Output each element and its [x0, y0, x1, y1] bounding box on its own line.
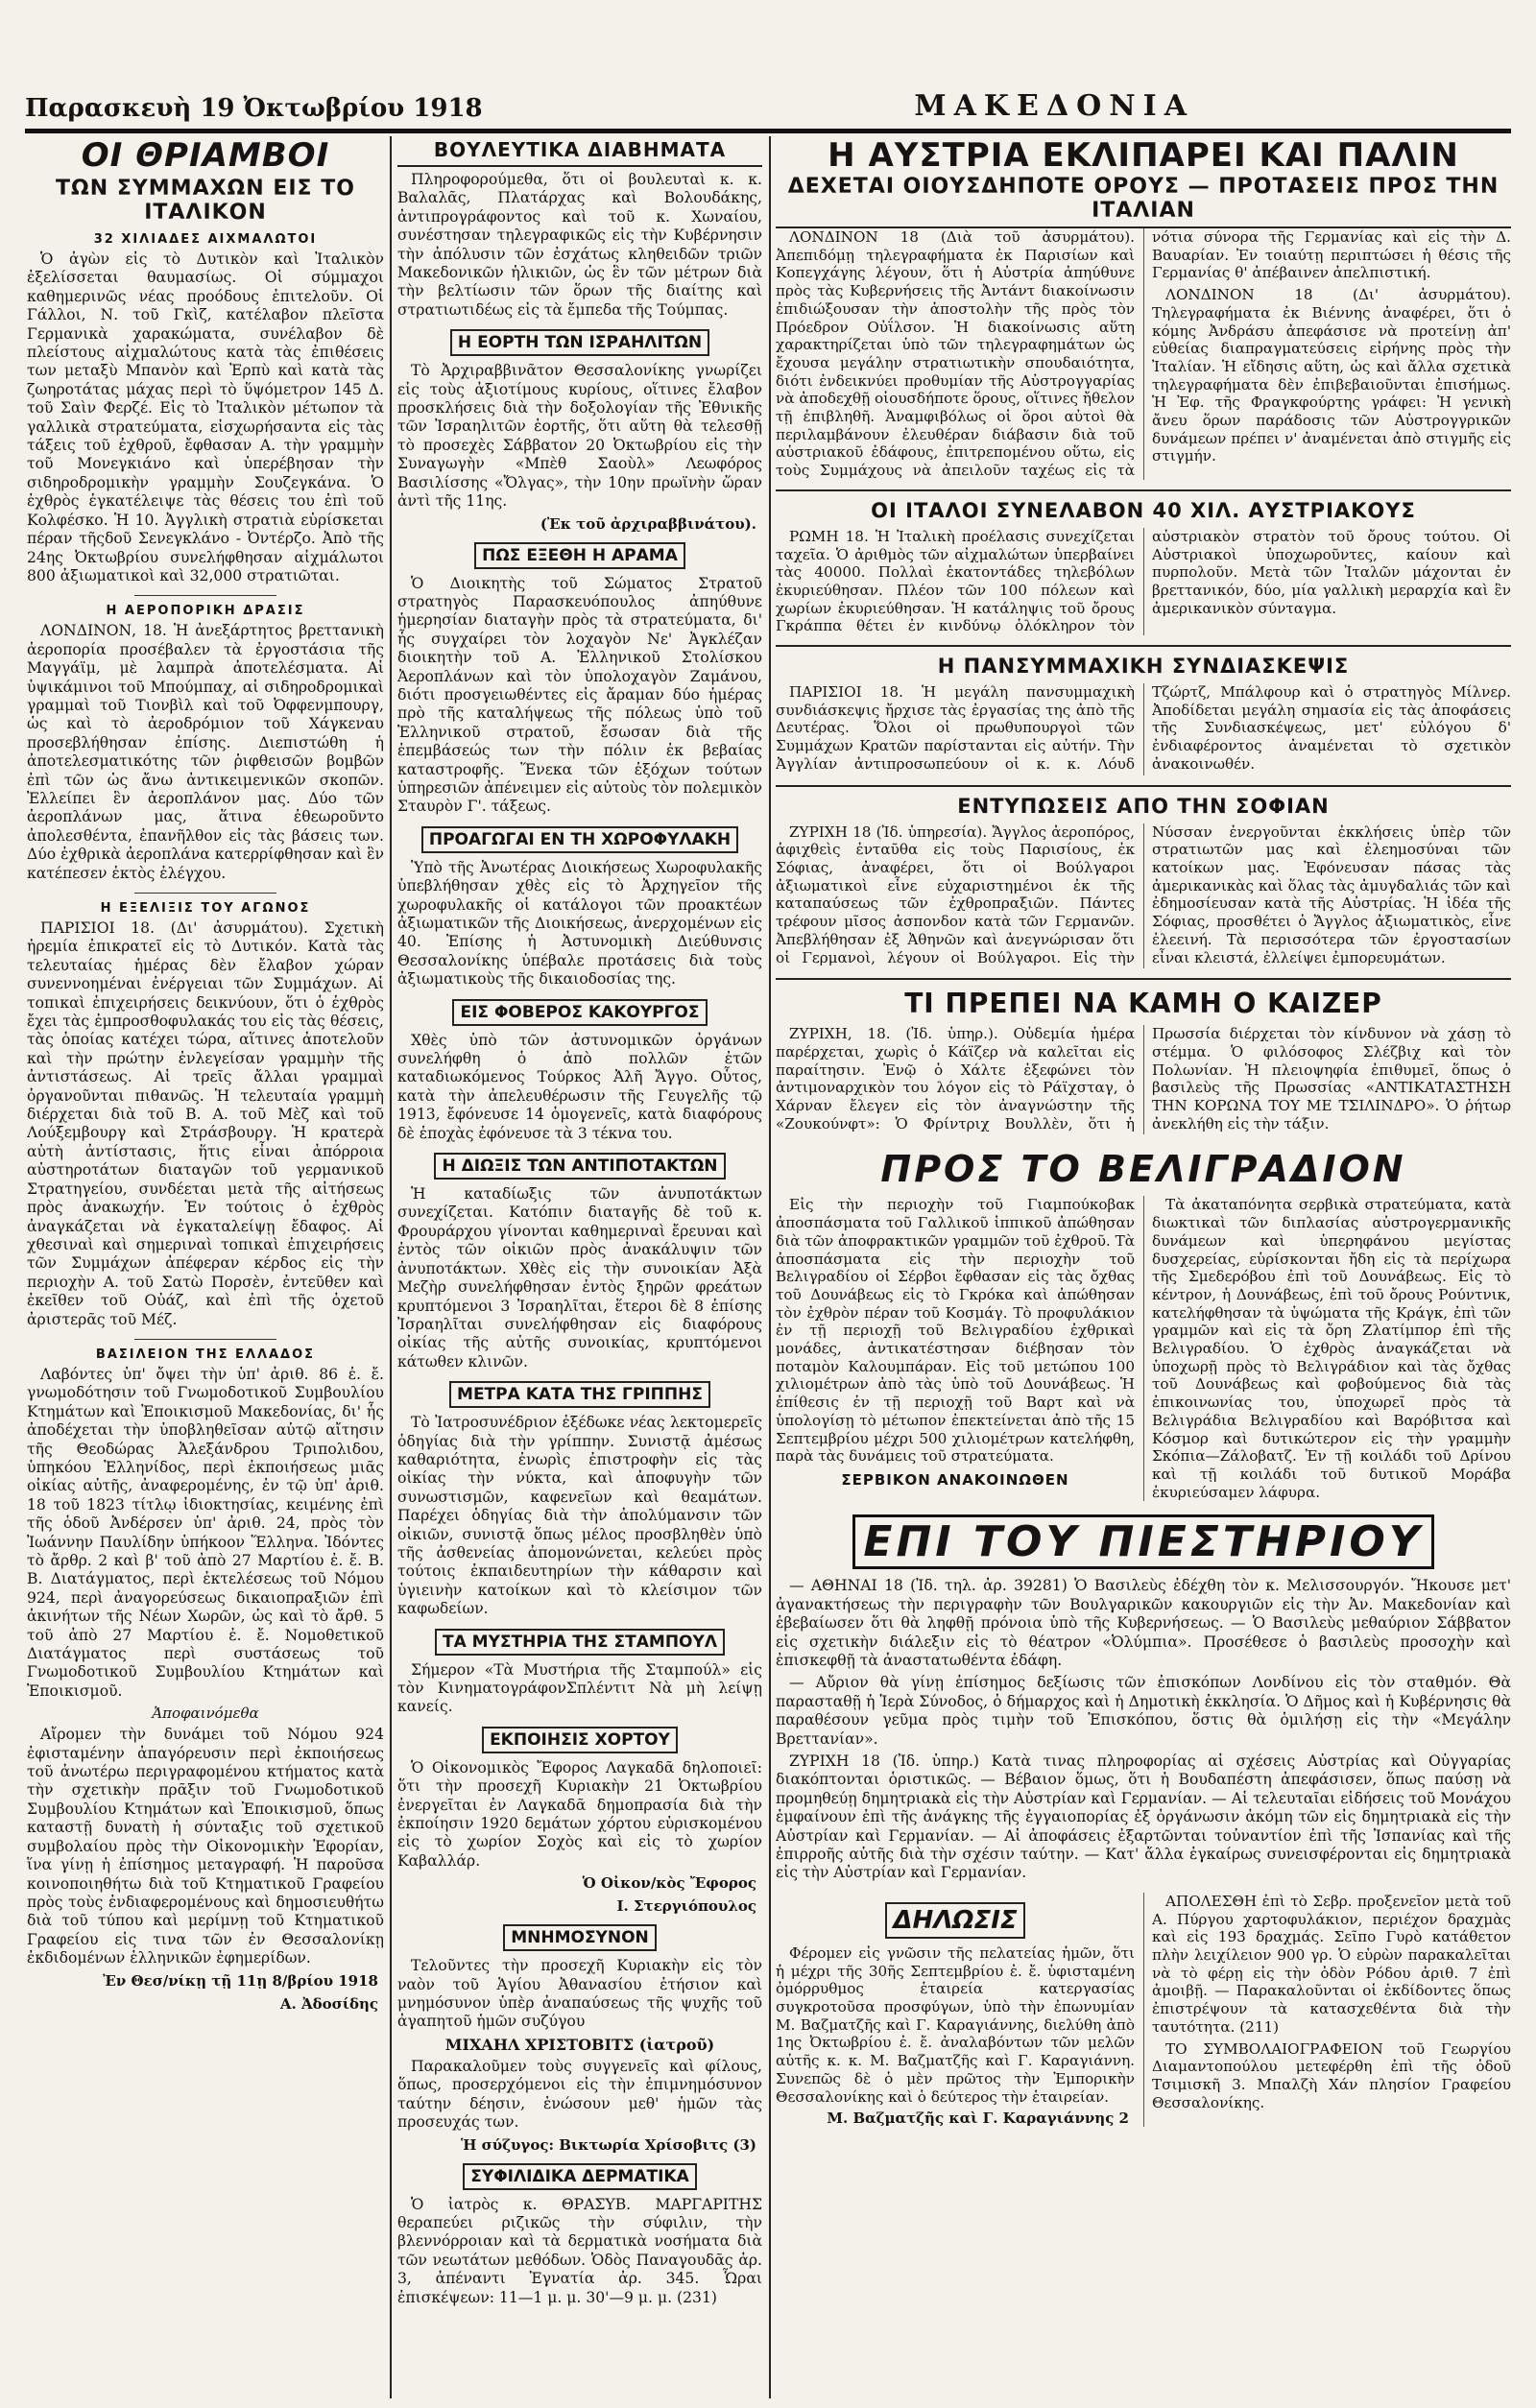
- headline: ΒΟΥΛΕΥΤΙΚΑ ΔΙΑΒΗΜΑΤΑ: [397, 136, 762, 167]
- masthead: [25, 84, 1511, 133]
- signature-title: Ὁ Οἰκον/κὸς Ἔφορος: [582, 1874, 756, 1893]
- article-mystiria: [397, 1629, 762, 1717]
- headline: ΕΙΣ ΦΟΒΕΡΟΣ ΚΑΚΟΥΡΓΟΣ: [452, 999, 707, 1026]
- article-aeroporiki: [27, 604, 384, 883]
- article-columns: [776, 1025, 1511, 1134]
- article-columns: [776, 528, 1511, 635]
- article-body: Χθὲς ὑπὸ τῶν ἀστυνομικῶν ὀργάνων συνελήφθη ὁ ἀπὸ πολλῶν ἐτῶν καταδιωκόμενος Τούρκος Ἀλῆ Ἄγγο. Οὗτος, κατὰ τὴν ἀπελευθέρωσιν τῆς Γευγελῆς τῷ 1913, ἔφόνευσε 14 ὁμογενεῖς, κατὰ διαφόρους δὲ ἐποχὰς ἐφόνευσε τὰ 3 τέκνα του.: [397, 1031, 762, 1142]
- headline: ΠΩΣ ΕΞΕΘΗ Η ΑΡΑΜΑ: [474, 542, 685, 569]
- article-body: ΠΑΡΙΣΙΟΙ 18. (Δι' ἀσυρμάτου). Σχετικὴ ἠρεμία ἐπικρατεῖ εἰς τὸ Δυτικόν. Κατὰ τὰς τελευταίας ἡμέρας δὲν ἔλαβον χώραν συνεννοημέναι ἐνέργειαι τῶν Συμμάχων. Αἱ τοπικαὶ ἐπιχειρήσεις δεικνύουν, ὅτι ὁ ἐχθρὸς ἔχει τὰς ἐμπροσθοφυλακάς του εἰς τὰς θέσεις, τὰς ὁποίας κατέχει τώρα, αἵτινες ἀποτελοῦν καὶ τὴν πρώτην ἐνλεγείσαν γραμμὴν τῆς ἀντιστάσεως. Αἱ τρεῖς ἄλλαι γραμμαὶ ὀργανοῦνται πιθανῶς. Ἡ τελευταία γραμμὴ διέρχεται διὰ τοῦ Β. Α. τοῦ Μὲζ καὶ τοῦ Λούξεμβουργ καὶ Στράσβουργ. Ἡ κρατερὰ αὐτὴ ἀντίστασις, ἥτις εἶναι ἀπόρροια αὐστηροτάτων διαταγῶν τοῦ γερμανικοῦ Στρατηγείου, συνδέεται μετὰ τῆς αἰτήσεως πρὸς ἀνακωχήν. Ἐν τούτοις ὁ ἐχθρὸς ἀναγκάζεται νὰ ἐγκαταλείψῃ ἔδαφος. Αἱ χθεσιναὶ καὶ σημεριναὶ τοπικαὶ ἐπιχειρήσεις τῶν Συμμάχων ἀπέφεραν κέρδος εἰς τὴν περιοχὴν Α. τοῦ Σατὼ Πορσὲν, ἐντεῦθεν καὶ ἐκεῖθεν τοῦ Οὐάζ, καὶ ἐπὶ τῆς ὀχετοῦ ἀριστερᾶς τοῦ Μέζ.: [27, 919, 384, 1328]
- article-italoi: [776, 489, 1511, 635]
- deceased-name: ΜΙΧΑΗΛ ΧΡΙΣΤΟΒΙΤΣ (ἰατροῦ): [444, 2035, 715, 2054]
- headline: Η ΕΟΡΤΗ ΤΩΝ ΙΣΡΑΗΛΙΤΩΝ: [450, 329, 709, 356]
- subheadline: ΔΕΧΕΤΑΙ ΟΙΟΥΣΔΗΠΟΤΕ ΟΡΟΥΣ — ΠΡΟΤΑΣΕΙΣ ΠΡΟΣ ΤΗΝ ΙΤΑΛΙΑΝ: [776, 175, 1511, 228]
- article-columns: [776, 1196, 1511, 1501]
- article-body: ΛΟΝΔΙΝΟΝ 18 (Δι' ἀσυρμάτου). Τηλεγραφήματα ἐκ Βιέννης ἀναφέρει, ὅτι ὁ κόμης Ἀνδράσυ ἀπεφάσισε νὰ προτείνῃ ἀπ' εὐθείας διαπραγματεύσεις εἰρήνης πρὸς τὴν Ἰταλίαν. Ἡ εἴδησις αὕτη, ὡς καὶ ἄλλα σχετικὰ τηλεγραφήματα δὲν ἐπιβεβαιοῦνται ἐπισήμως. Ἡ Ἐφ. τῆς Φραγκφούρτης γράφει: Ἡ γενικὴ ἄνευ ὅρων παράδοσις τῶν Αὐστρογγρικῶν δυνάμεων πρέπει ν' ἀναμένεται ἀπὸ στιγμῆς εἰς στιγμήν.: [1152, 286, 1511, 465]
- article-body: Τὸ Ἀρχιραββινᾶτον Θεσσαλονίκης γνωρίζει εἰς τοὺς ἀξιοτίμους κυρίους, οἵτινες ἔλαβον προσκλήσεις διὰ τὴν δοξολογίαν τῆς Ἐθνικῆς τῶν Ἰσραηλιτῶν ἑορτῆς, ὅτι αὕτη θὰ τελεσθῇ τὸ προσεχὲς Σάββατον 20 Ὀκτωβρίου εἰς τὴν Συναγωγὴν «Μπὲθ Σαοὺλ» Λεωφόρος Βασιλίσσης «Ὄλγας», τὴν 10ην πρωϊνὴν ὥραν ἀντὶ τῆς 11ης.: [397, 362, 762, 511]
- kicker: 32 ΧΙΛΙΑΔΕΣ ΑΙΧΜΑΛΩΤΟΙ: [93, 232, 318, 247]
- article-body: Λαβόντες ὑπ' ὄψει τὴν ὑπ' ἀριθ. 86 ἐ. ἔ. γνωμοδότησιν τοῦ Γνωμοδοτικοῦ Συμβουλίου Κτημάτων καὶ Ἐποικισμοῦ Μακεδονίας, δι' ἧς ἀποδέχεται τὴν ὑποβληθεῖσαν αὐτῷ αἴτησιν τῆς Θεοδώρας Ἀλεξάνδρου Τριπολιδου, ὑπηκόου Ἑλληνίδος, περὶ ἐκποιήσεως μιᾶς οἰκίας αὐτῆς, ἀναφερομένης, ἐν τῷ ὑπ' ἀριθ. 18 τοῦ 1823 τίτλῳ ἰδιοκτησίας, κειμένης ἐπὶ τῆς ὁδοῦ Ἀνδέρσεν ὑπ' ἀριθ. 24, πρὸς τὸν Ἰωάννην Παυλίδην ὑπήκοον Ἕλληνα. Ἰδόντες τὸ ἄρθρ. 2 καὶ β' τοῦ ἀπὸ 27 Μαρτίου ἐ. ἔ. Β. Β. Διατάγματος, περὶ ἐκτελέσεως τοῦ Νόμου 924, περὶ ἀναγορεύσεως δικαιοπραξιῶν ἐπὶ ἀκινήτων τῆς Νέων Χωρῶν, ὡς καὶ τὸ ἄρθ. 5 τοῦ ἀπὸ 27 Μαρτίου ἐ. ἔ. Νομοθετικοῦ Διατάγματος περὶ συστάσεως τοῦ Γνωμοδοτικοῦ Συμβουλίου Κτημάτων καὶ Ἐποικισμοῦ.: [27, 1365, 384, 1700]
- article-body: Τὸ Ἰατροσυνέδριον ἐξέδωκε νέας λεκτομερεῖς ὁδηγίας διὰ τὴν γρίππην. Συνιστᾷ ἀμέσως καθαριότητα, ἐνωρὶς ἐπιστροφὴν εἰς τὰς οἰκίας τὴν νύκτα, καὶ ἀποφυγὴν τῶν συνωστισμῶν, καφενεῖων καὶ θεαμάτων. Παρέχει ὁδηγίας διὰ τὴν ἀπολύμανσιν τῶν οἰκιῶν, συνιστᾷ ὅπως μέλος προσβληθὲν ὑπὸ τῆς ἀσθενείας ἀπομονώνεται, κελεύει πρὸς τούτοις ἐκπαιδευτηρίων τὴν κάθαρσιν καὶ ὑγιεινὴν κατοίκων καὶ τὸ κλείσιμον τῶν καφωδείων.: [397, 1414, 762, 1618]
- headline: ΣΥΦΙΛΙΔΙΚΑ ΔΕΡΜΑΤΙΚΑ: [463, 2163, 696, 2190]
- column-right: [776, 136, 1511, 2398]
- article-body: ΑΠΟΛΕΣΘΗ ἐπὶ τὸ Σεβρ. προξενεῖον μετὰ τοῦ Α. Πύργου χαρτοφυλάκιον, περιέχον δραχμὰς καὶ εἰς 193 δραχμάς. Σεῖπο Γυρὸ κατάθετον πλὴν λειχίλειον 900 γρ. Ὁ εὑρὼν παρακαλεῖται νὰ τὸ φέρῃ εἰς τὴν ὁδὸν Ρόδου ἀριθ. 7 ἐπὶ ἀμοιβῇ. — Παρακαλοῦνται οἱ ἐκδίδοντες ὅπως ἐπιστρέψουν τὰ κατασχεθέντα διὰ τὴν ταυτότητα. (211): [1152, 1892, 1511, 2036]
- article-body: ΖΥΡΙΧΗ 18 (Ἰδ. ὑπηρ.) Κατὰ τινας πληροφορίας αἱ σχέσεις Αὐστρίας καὶ Οὐγγαρίας διακόπτονται ὁριστικῶς. — Βέβαιον ὅμως, ὅτι ἡ Βουδαπέστη ἀπεφάσισεν, ὅπως παύσῃ νὰ προμηθεύῃ δημητριακὰ εἰς τὴν Αὐστρίαν καὶ Γερμανίαν. — Αἱ τελευταῖαι εἰδήσεις τοῦ Μονάχου ἐμφαίνουν ἐπὶ τῆς ἀνάγκης τῆς ἐγγαιοπορίας ἐξ ὀργάνωσιν ἀκόμη τῶν εἰς δημητριακὰ εἰς τὴν Αὐστρίαν καὶ Γερμανίαν. — Αἱ ἀποφάσεις ἐξαρτῶνται τοὐναντίον ἐπὶ τῆς Ἰσπανίας καὶ τῆς ἐπιρροῆς αὐτῆς διὰ τὴν σχέσιν ταύτην. — Κατ' ἄλλα ἐγκαίρως συνεισφέρονται εἰς δημητριακὰ εἰς τὴν Αὐστρίαν καὶ Γερμανίαν.: [776, 1752, 1511, 1882]
- article-columns: [776, 683, 1511, 775]
- article-columns: [776, 823, 1511, 969]
- article-body: Ὁ ἰατρὸς κ. ΘΡΑΣΥΒ. ΜΑΡΓΑΡΙΤΗΣ θεραπεύει ριζικῶς τὴν σύφιλιν, τὴν βλεννόρροιαν καὶ τὰ δερματικὰ νοσήματα διὰ τῶν νεωτάτων μεθόδων. Ὁδὸς Παναγουδᾶς ἀρ. 3, ἀπέναντι Ἐγνατία ἀρ. 345. Ὧραι ἐπισκέψεων: 11—1 μ. μ. 30'—9 μ. μ. (231): [397, 2195, 762, 2306]
- article-body: Σήμερον «Τὰ Μυστήρια τῆς Σταμπούλ» εἰς τὸν ΚινηματογράφονΣπλέντιτ Νὰ μὴ λείψῃ κανείς.: [397, 1660, 762, 1716]
- article-mnimosynon: [397, 1924, 762, 2153]
- article-vouleftika: [397, 136, 762, 320]
- article-source: (Ἐκ τοῦ ἀρχιραββινάτου).: [540, 514, 756, 533]
- article-dioxis: [397, 1153, 762, 1371]
- divider: [134, 1339, 277, 1340]
- article-body: ΛΟΝΔΙΝΟΝ, 18. Ἡ ἀνεξάρτητος βρεττανικὴ ἀεροπορία προσέβαλεν τὰ ἐργοστάσια τῆς Μαγγάϊμ, μὲ λαμπρὰ ἀποτελέσματα. Αἱ ὑψικάμινοι τοῦ Μπούμπαχ, αἱ σιδηροδρομικαὶ γραμμαὶ τοῦ Τιονβὶλ καὶ τοῦ Ὀφφενμπουργ, ὡς καὶ τὸ ἀεροδρόμιον τοῦ Χάγκεναυ προσεβλήθησαν ἐπίσης. Διεπιστώθη ἡ ἀποτελεσματικότης τῶν ῥιφθεισῶν βομβῶν ἐπὶ τῶν ὡς ἄνω ἀντικειμενικῶν σκοπῶν. Ἐλλείπει ἓν ἀεροπλάνον μας. Δύο τῶν ἀεροπλάνων μας, ἅτινα ἐθεωροῦντο ἀπολεσθέντα, ἐπανῆλθον εἰς τὰς βάσεις των. Δύο ἐχθρικὰ ἀεροπλάνα κατερρίφθησαν καὶ ἓν κατέπεσεν ἐκτὸς ἐλέγχου.: [27, 622, 384, 882]
- article-body: ΤΟ ΣΥΜΒΟΛΑΙΟΓΡΑΦΕΙΟΝ τοῦ Γεωργίου Διαμαντοπούλου μετεφέρθη ἐπὶ τῆς ὁδοῦ Τσιμισκῆ 3. Μπαλζὴ Χάν πλησίον Γραφείου Θεσσαλονίκης.: [1152, 2039, 1511, 2111]
- column-divider: [390, 136, 392, 2398]
- article-body: ΖΥΡΙΧΗ 18 (Ἰδ. ὑπηρεσία). Ἄγγλος ἀεροπόρος, ἀφιχθεὶς ἐνταῦθα εἰς τοὺς Παρισίους, ἐκ Σόφιας, ἀναφέρει, ὅτι οἱ Βούλγαροι ἀξιωματικοὶ εἶνε εὐχαριστημένοι ἐκ τῆς καταπαύσεως τῶν ἐχθροπραξιῶν. Πάντες τρέφουν μῖσος ἀσπονδον κατὰ τῶν Γερμανῶν. Ἀπεβλήθησαν ἐξ Ἀθηνῶν καὶ ἀνεγνώρισαν ὅτι οἱ Γερμανοὶ, λέγουν οἱ Βούλγαροι. Εἰς τὴν Νύσσαν ἐνεργοῦνται ἐκκλήσεις ὑπὲρ τῶν στρατιωτῶν μας καὶ ἐλεημοσύναι τῶν κατοίκων μας. Ἐφόνευσαν πάσας τὰς ἀμερικανικὰς καὶ ὅλας τὰς ἀμυγδαλιάς τῶν καὶ ἐδημοσίευσαν κατὰ τῆς Αὐστρίας. Ἡ ἰδέα τῆς Σόφιας, προσθέτει ὁ Ἄγγλος ἀξιωματικὸς, εἶνε ἐλεεινή. Τὰ περισσότερα τῶν ἐργοστασίων εἶναι κλειστά, ἐλλείψει ἐμπορευμάτων.: [776, 823, 1511, 966]
- article-body: ΖΥΡΙΧΗ, 18. (Ἰδ. ὑπηρ.). Οὐδεμία ἡμέρα παρέρχεται, χωρὶς ὁ Κάϊζερ νὰ καλεῖται εἰς παραίτησιν. Ἐνῷ ὁ Χάλτε ἐξεφώνει τὸν ἀντιμοναρχικὸν του λόγον εἰς τὸ Ράϊχσταγ, ὁ Χάρναν ἔλεγεν εἰς τὸν ἀναγνώστην τῆς «Ζουκούνφτ»: Ὁ Φρίντριχ Βουλλὲν, ὅτι ἡ Πρωσσία διέρχεται τὸν κίνδυνον νὰ χάσῃ τὸ στέμμα. Ὁ φιλόσοφος Σλέζβιχ καὶ τὸν Πολωνίαν. Ἡ πλειοψηφία ἐπιθυμεῖ, ὅπως ὁ βασιλεὺς τῆς Πρωσσίας «ΑΝΤΙΚΑΤΑΣΤΗΣΗ ΤΗΝ ΚΟΡΩΝΑ ΤΟΥ ΜΕ ΤΣΙΛΙΝΔΡΟ». Ὁ ῥήτωρ ἀνεκλήθη εἰς τὴν τάξιν.: [776, 1025, 1511, 1132]
- article-veligradion: [776, 1148, 1511, 1501]
- article-synd: [776, 645, 1511, 775]
- headline: ΕΚΠΟΙΗΣΙΣ ΧΟΡΤΟΥ: [482, 1727, 678, 1753]
- article-sofia: [776, 785, 1511, 969]
- headline: ΒΑΣΙΛΕΙΟΝ ΤΗΣ ΕΛΛΑΔΟΣ: [95, 1347, 316, 1362]
- article-body: Εἰς τὴν περιοχὴν τοῦ Γιαμπούκοβακ ἀποσπάσματα τοῦ Γαλλικοῦ ἱππικοῦ ἀπώθησαν διὰ τῶν ἀποφρακτικῶν γραμμῶν τοῦ ἐχθροῦ. Τὰ ἀποσπάσματα εἰς τὴν περιοχὴν τοῦ Βελιγραδίου οἱ Σέρβοι ἔφθασαν εἰς τὰς ὄχθας τοῦ Δουνάβεως εἰς τὸ Γκρόκα καὶ ἀπώθησαν τὸν ἐχθρὸν πέραν τοῦ Κοσμάγ. Τὸ προφυλάκιον ἐν τῇ περιοχῇ τοῦ Βελιγραδίου ἐχθρικαὶ μονάδες, ἀντικατέστησαν διέβησαν τὸν ποταμὸν Καλουμπάραν. Εἰς τοῦ μετώπου 100 χιλιομέτρων ἀπὸ τὰς ὑπὸ τοῦ Δουνάβεως. Ἡ ἐπίθεσις ἐν τῇ περιοχῇ τοῦ Βαρτ καὶ νὰ ὑπολογίσῃ τὸ μέτωπον ἐπεκτείνεται ἀπὸ τῆς 15 Σεπτεμβρίου μέχρι 500 χιλιομέτρων κατελήφθη, παρὰ τὰς δυνάμεις τοῦ στρατεύματα.: [776, 1196, 1135, 1466]
- divider: [134, 893, 277, 894]
- article-body: Πληροφορούμεθα, ὅτι οἱ βουλευταὶ κ. κ. Βαλαλᾶς, Πλατάρχας καὶ Βολουδάκης, ἀντιπρογράφοντος καὶ τοῦ κ. Χωναίου, συνέστησαν τηλεγραφικῶς εἰς τὴν Κυβέρνησιν τὴν ἀπόλυσιν τῶν ἐσχάτως κληθειδῶν τριῶν Μακεδονικῶν ἡλικιῶν, ὡς ἓν τῶν μέτρων διὰ τὴν βελτίωσιν τῶν ὅρων τῆς διαίτης καὶ στρατιωτιδέως εἰς τὰ ἔμπεδα τῆς Τούμπας.: [397, 171, 762, 319]
- newspaper-name: ΜΑΚΕΔΟΝΙΑ: [914, 89, 1194, 123]
- article-ekthesi: [397, 542, 762, 817]
- article-body: ΛΟΝΔΙΝΟΝ 18 (Διὰ τοῦ ἀσυρμάτου). Ἀπεπιδόμῃ τηλεγραφήματα ἐκ Παρισίων καὶ Κοπεγχάγης λέγουν, ὅτι ἡ Αὐστρία ἀπηύθυνε πρὸς τὰς Κυβερνήσεις τῆς Ἀντάντ διακοίνωσιν ἐπιδιώξουσαν τὴν ἀποστολὴν τῆς πρὸς τὸν Πρόεδρον Οὐΐλσον. Ἡ διακοίνωσις αὕτη χαρακτηρίζεται ὑπὸ τῶν τηλεγραφημάτων ὡς ἔχουσα μεγάλην στρατιωτικὴν σπουδαιότητα, διότι ἐνδεικνύει προθυμίαν τῆς Αὐστρογγαρίας νὰ ἀποδεχθῇ οἱουσδήποτε ὅρους, οἵτινες ἤθελον τῇ ἐπιβληθῆ. Ἀναμφιβόλως οἱ ὅροι αὐτοὶ θὰ περιλαμβάνουν ἐλευθέραν διάβασιν διὰ τοῦ αὐστριακοῦ ἐδάφους, ἐπιτρεπομένου οὕτω, εἰς τοὺς Συμμάχους νὰ ἀπειλοῦν ταχέως εἰς τὰ νότια σύνορα τῆς Γερμανίας καὶ εἰς τὴν Δ. Βαυαρίαν. Ἐν τοιαύτῃ περιπτώσει ἡ θέσις τῆς Γερμανίας θ' ἀπέβαινεν ἀπελπιστική.: [776, 228, 1511, 480]
- article-body: — ΑΘΗΝΑΙ 18 (Ἰδ. τηλ. ἀρ. 39281) Ὁ Βασιλεὺς ἐδέχθη τὸν κ. Μελισσουργόν. Ἤκουσε μετ' ἀγανακτήσεως τὴν περιγραφὴν τῶν Βουλγαρικῶν κακουργιῶν εἰς τὴν Ἀν. Μακεδονίαν καὶ ἐβεβαίωσεν ὅτι θὰ ληφθῇ πρόνοια ὑπὸ τῆς Κυβερνήσεως. — Ὁ Βασιλεὺς μεθαύριον Σάββατον εἰς σχετικὴν διάλεξιν εἰς τὸ θέατρον «Ὀλύμπια». Προσέθεσε ὁ βασιλεὺς προσοχὴν καὶ ἐπισκεφθῇ τὰ ἀναστατωθέντα ἐδάφη.: [776, 1577, 1511, 1669]
- article-eorti: [397, 329, 762, 532]
- issue-date: Παρασκευὴ 19 Ὀκτωβρίου 1918: [25, 94, 483, 123]
- article-gripi: [397, 1381, 762, 1618]
- article-body: Παρακαλοῦμεν τοὺς συγγενεῖς καὶ φίλους, ὅπως, προσερχόμενοι εἰς τὴν ἐπιμνημόσυνον ταύτην δέησιν, ἑνώσουν μεθ' ἡμῶν τὰς προσευχάς των.: [397, 2057, 762, 2132]
- article-body: Ἡ καταδίωξις τῶν ἀνυποτάκτων συνεχίζεται. Κατόπιν διαταγῆς δὲ τοῦ κ. Φρουράρχου γίνονται καθημεριναὶ ἔρευναι καὶ ἐντὸς τῶν οἰκιῶν πρὸς ἀνακάλυψιν τῶν ἀνυποτάκτων. Χθὲς εἰς τὴν συνοικίαν Ἀξὰ Μεζὴρ συνελήφθησαν ἐντὸς ξηρῶν φρεάτων κρυπτόμενοι 3 Ἰσραηλῖται, ἕτεροι δὲ 8 ἐπίσης Ἰσραηλῖται συνελήφθησαν εἰς διαφόρους οἰκίας τῆς αὐτῆς συνοικίας, κρυπτόμενοι κάτωθεν κλινῶν.: [397, 1185, 762, 1371]
- article-body: Ὁ Διοικητὴς τοῦ Σώματος Στρατοῦ στρατηγὸς Παρασκευόπουλος ἀπηύθυνε ἡμερησίαν διαταγὴν πρὸς τὰ στρατεύματα, δι' ἧς συγχαίρει τὸν λοχαγὸν Νε' Ἀγκλέζαν διοικητὴν τοῦ Α. Ἑλληνικοῦ Στολίσκου Ἀεροπλάνων καὶ τὸν ὑπολοχαγὸν Ζαμάνου, διότι προσγειωθέντες εἰς ἄραμαν δύο ἡμέρας πρὸ τῆς καταλήψεως τῆς πόλεως ὑπὸ τοῦ Ἑλληνικοῦ στρατοῦ, ἔσωσαν διὰ τῆς ἐπεμβάσεώς των τὴν πόλιν ἐκ βεβαίας καταστροφῆς. Ἕνεκα τῶν ἐξόχων τούτων ὑπηρεσιῶν ἀπένειμεν εἰς αὐτοὺς τὸν πολεμικὸν Σταυρὸν Γ'. τάξεως.: [397, 574, 762, 816]
- subheadline: ΤΩΝ ΣΥΜΜΑΧΩΝ ΕΙΣ ΤΟ ΙΤΑΛΙΚΟΝ: [56, 177, 355, 225]
- headline: Η ΑΥΣΤΡΙΑ ΕΚΛΙΠΑΡΕΙ ΚΑΙ ΠΑΛΙΝ: [828, 136, 1459, 175]
- classifieds: [776, 1893, 1511, 2127]
- article-body: Ὁ ἀγὼν εἰς τὸ Δυτικὸν καὶ Ἰταλικὸν ἐξελίσσεται θαυμασίως. Οἱ σύμμαχοι καθημερινῶς νέας προόδους ἐπιτελοῦν. Οἱ Γάλλοι, Ν. τοῦ Γκὶζ, κατέλαβον πλεῖστα Γερμανικὰ χαρακώματα, συνέλαβον δὲ πλείστους αἰχμαλώτους κατὰ τὰς ἐπιθέσεις των μεταξὺ Μπανὸν καὶ Ἐρπὺ καὶ κατὰ τὰς ζωηροτάτας μάχας περὶ τὸ ὕψόμετρον 145 Δ. τοῦ Σαὶν Φερζέ. Εἰς τὸ Ἰταλικὸν μέτωπον τὰ γαλλικὰ στρατεύματα, εἰσχωρήσαντα εἰς τὰς τάξεις τοῦ ἐχθροῦ, ἔφθασαν Α. τὴν γραμμὴν τοῦ Μονεγκιάνο καὶ ὑπερέβησαν τὴν σιδηροδρομικὴν γραμμὴν Σουζεγκάνα. Ὁ ἐχθρὸς ἐγκατέλειψε τὰς θέσεις του ἐπὶ τοῦ Κολφέσκο. Ἡ 10. Ἀγγλικὴ στρατιὰ εὑρίσκεται πέραν τῆςδοῦ Σενεγκλάνο - Ὀντέρζο. Ἀπὸ τῆς 24ης Ὀκτωβρίου συνελήφθησαν αἰχμάλωτοι 800 ἀξιωματικοὶ καὶ 32,000 στρατιῶται.: [27, 250, 384, 584]
- article-austria: [776, 136, 1511, 480]
- article-vasileion: [27, 1347, 384, 2013]
- decree-date: Ἐν Θεσ/νίκῃ τῇ 11ῃ 8/βρίου 1918: [103, 1971, 378, 1990]
- article-body: ΡΩΜΗ 18. Ἡ Ἰταλικὴ προέλασις συνεχίζεται ταχεῖα. Ὁ ἀριθμὸς τῶν αἰχμαλώτων ὑπερβαίνει τὰς 40000. Πολλαὶ ἑκατοντάδες τηλεβόλων ἐκυριεύθησαν. Πλέον τῶν 100 πόλεων καὶ χωρίων ἐκυριεύθησαν. Ἡ κατάληψις τοῦ ὄρους Γκράππα θέτει ἐν κινδύνῳ ὁλόκληρον τὸν αὐστριακὸν στρατὸν τοῦ ὄρους τούτου. Οἱ Αὐστριακοὶ ὑποχωροῦντες, καίουν καὶ πυρπολοῦν. Μετὰ τῶν Ἰταλῶν μάχονται ἐν βρεττανικόν, δύο, μία γαλλικὴ μεραρχία καὶ ἓν ἀμερικανικὸν σύνταγμα.: [776, 527, 1511, 635]
- signature: Ι. Στεργιόπουλος: [616, 1897, 756, 1916]
- column-middle: [397, 136, 762, 2398]
- column-divider: [769, 136, 771, 2398]
- headline: ΠΡΟΑΓΩΓΑΙ ΕΝ ΤΗ ΧΩΡΟΦΥΛΑΚΗ: [421, 826, 738, 853]
- headline: Η ΑΕΡΟΠΟΡΙΚΗ ΔΡΑΣΙΣ: [106, 604, 305, 619]
- headline: ΕΝΤΥΠΩΣΕΙΣ ΑΠΟ ΤΗΝ ΣΟΦΙΑΝ: [776, 785, 1511, 818]
- article-columns: [776, 228, 1511, 480]
- headline: Η ΔΙΩΞΙΣ ΤΩΝ ΑΝΤΙΠΟΤΑΚΤΩΝ: [434, 1153, 725, 1180]
- divider: [134, 595, 277, 596]
- headline: ΜΕΤΡΑ ΚΑΤΑ ΤΗΣ ΓΡΙΠΠΗΣ: [449, 1381, 710, 1408]
- headline: Η ΕΞΕΛΙΞΙΣ ΤΟΥ ΑΓΩΝΟΣ: [100, 901, 311, 916]
- article-exelixis: [27, 901, 384, 1329]
- article-chortou: [397, 1727, 762, 1915]
- article-piestirion: [776, 1514, 1511, 1883]
- column-left: [27, 136, 384, 2398]
- article-syfilidika: [397, 2163, 762, 2307]
- signature: Α. Ἀδοσίδης: [279, 1994, 378, 2013]
- headline-box: [776, 1514, 1511, 1569]
- headline: ΤΑ ΜΥΣΤΗΡΙΑ ΤΗΣ ΣΤΑΜΠΟΥΛ: [435, 1629, 725, 1656]
- article-kakourgos: [397, 999, 762, 1143]
- headline: ΤΙ ΠΡΕΠΕΙ ΝΑ ΚΑΜΗ Ο ΚΑΙΖΕΡ: [776, 978, 1511, 1019]
- signature: Ἡ σύζυγος: Βικτωρία Χρίσοβιτς (3): [461, 2135, 756, 2154]
- article-thriamvoi: [27, 136, 384, 585]
- subheadline: ΣΕΡΒΙΚΟΝ ΑΝΑΚΟΙΝΩΘΕΝ: [841, 1470, 1069, 1489]
- signature: Μ. Βαζματζῆς καὶ Γ. Καραγιάννης 2: [827, 2110, 1129, 2128]
- article-body: Ὑπὸ τῆς Ἀνωτέρας Διοικήσεως Χωροφυλακῆς ὑπεβλήθησαν χθὲς εἰς τὸ Ἀρχηγεῖον τῆς χωροφυλακῆς οἱ κατάλογοι τῶν προακτέων ἀξιωματικῶν τῆς Διοικήσεως, ἀνερχομένων εἰς 40. Ἐπίσης ἡ Ἀστυνομικὴ Διεύθυνσις Θεσσαλονίκης ὑπέβαλε προτάσεις διὰ τοὺς ἀξιωματικοὺς τῆς δικαιοδοσίας της.: [397, 858, 762, 989]
- article-body: Τελοῦντες τὴν προσεχῆ Κυριακὴν εἰς τὸν ναὸν τοῦ Ἁγίου Ἀθανασίου ἐτήσιον καὶ μνημόσυνον ὑπὲρ ἀναπαύσεως τῆς ψυχῆς τοῦ ἀγαπητοῦ ἡμῶν συζύγου: [397, 1957, 762, 2031]
- article-body: Ὁ Οἰκονομικὸς Ἔφορος Λαγκαδᾶ δηλοποιεῖ: ὅτι τὴν προσεχῆ Κυριακὴν 21 Ὀκτωβρίου ἐνεργεῖται ἐν Λαγκαδᾶ δημοπρασία διὰ τὴν ἐκποίησιν 1920 δεμάτων χόρτου εὑρισκομένου εἰς τὸ χωρίον Σοχὸς καὶ εἰς τὸ χωρίον Καβαλλάρ.: [397, 1758, 762, 1870]
- article-body: Αἴρομεν τὴν δυνάμει τοῦ Νόμου 924 ἐφισταμένην ἀπαγόρευσιν περὶ ἐκποιήσεως τοῦ ἀνωτέρω περιγραφομένου κτήματος κατὰ τὴν σχετικὴν πρᾶξιν τοῦ Γνωμοδοτικοῦ Συμβουλίου Κτημάτων καὶ Ἐποικισμοῦ, ὅπως καταστῇ δυνατὴ ἡ σύνταξις τοῦ σχετικοῦ συμβολαίου πρὸς τὴν Οἰκονομικὴν Ἐφορίαν, ἵνα γίνῃ ἡ ἐπίσημος μεταγραφή. Ἡ παροῦσα κοινοποιηθήτω διὰ τοῦ Κτηματικοῦ Γραφείου πρὸς τοὺς ἐνδιαφερομένους καὶ δημοσιευθήτω διὰ τοῦ τύπου καὶ μερίμνῃ τοῦ Κτηματικοῦ Γραφείου εἰς τινα τῶν ἐν Θεσσαλονίκῃ ἐκδιδομένων ἑλληνικῶν ἐφημερίδων.: [27, 1726, 384, 1967]
- headline: ΔΗΛΩΣΙΣ: [885, 1902, 1024, 1939]
- headline: Η ΠΑΝΣΥΜΜΑΧΙΚΗ ΣΥΝΔΙΑΣΚΕΨΙΣ: [776, 645, 1511, 678]
- article-body: — Αὔριον θὰ γίνῃ ἐπίσημος δεξίωσις τῶν ἐπισκόπων Λονδίνου εἰς τὸν σταθμόν. Θὰ παρασταθῇ ἡ Ἱερὰ Σύνοδος, ὁ δήμαρχος καὶ ἡ Δημοτικὴ ἐκκλησία. Ὁ Δῆμος καὶ ἡ Κυβέρνησις θὰ παραθέσουν γεῦμα πρὸς τιμὴν τοῦ Ἐπισκόπου, ὅστις θὰ ὁμιλήσῃ εἰς τὴν «Μεγάλην Βρεττανίαν».: [776, 1674, 1511, 1748]
- article-kaiser: [776, 978, 1511, 1134]
- headline: ΜΝΗΜΟΣΥΝΟΝ: [503, 1924, 657, 1951]
- article-body: Τὰ ἀκαταπόνητα σερβικὰ στρατεύματα, κατὰ διωκτικαὶ τῶν διπλασίας αὐστρογερμανικῆς δυνάμεων καὶ ὑπερηφάνου μεγίστας δυσχερείας, εὑρίσκονται ἤδη εἰς τὰ περίχωρα τῆς Σμεδερόβου ἐπὶ τοῦ Δουνάβεως. Εἰς τὸ κέντρον, ἡ Δουνάβεως, ἐπὶ τοῦ ὄρους Ρούντνικ, κατελήφθησαν τὰ ὑψώματα τῆς Κράγκ, ἐπὶ τῶν γραμμῶν καὶ εἰς τὰ ὄρη Ζλατίμπορ ἐπὶ τῆς Βελιγραδίου. Ὁ ἐχθρὸς ἀναγκάζεται νὰ ὑποχωρῇ πρὸς τὸ Βελιγράδιον καὶ τὰς ὄχθας τοῦ Δουνάβεως καὶ φοβούμενος διὰ τὰς ἐπικοινωνίας του, ὑποχωρεῖ πρὸς τὰ Βελιγράδια Βελιγραδίου καὶ Βαρόβιτσα καὶ Κόσμορ καὶ δυτικώτερον εἰς τὴν γραμμὴν Σκόπια—Ζάλοβατζ. Ἐν τῇ κοιλάδι τοῦ Δρίνου καὶ τῇ κοιλάδι τοῦ δυτικοῦ Μοράβα ἐκυριεύσαμεν λάφυρα.: [1152, 1196, 1511, 1501]
- headline: ΟΙ ΙΤΑΛΟΙ ΣΥΝΕΛΑΒΟΝ 40 ΧΙΛ. ΑΥΣΤΡΙΑΚΟΥΣ: [776, 489, 1511, 522]
- headline: ΟΙ ΘΡΙΑΜΒΟΙ: [81, 136, 330, 175]
- article-proagogai: [397, 826, 762, 989]
- headline: ΠΡΟΣ ΤΟ ΒΕΛΙΓΡΑΔΙΟΝ: [880, 1148, 1406, 1191]
- article-body: ΠΑΡΙΣΙΟΙ 18. Ἡ μεγάλη πανσυμμαχικὴ συνδιάσκεψις ἤρχισε τὰς ἐργασίας της ἀπὸ τῆς Δευτέρας. Ὅλοι οἱ πρωθυπουργοὶ τῶν Συμμάχων Κρατῶν παρίστανται εἰς αὐτήν. Τὴν Ἀγγλίαν ἀντιπροσωπεύουν οἱ κ. κ. Λόυδ Τζώρτζ, Μπάλφουρ καὶ ὁ στρατηγὸς Μίλνερ. Ἀποδίδεται μεγάλη σημασία εἰς τὰς ἀποφάσεις τῆς Συνδιασκέψεως, μετ' εὐλόγου δ' ἐνδιαφέροντος ἀναμένεται τὸ σχετικὸν ἀνακοινωθέν.: [776, 683, 1511, 773]
- decree-heading: Ἀποφαινόμεθα: [152, 1705, 259, 1723]
- headline: ΕΠΙ ΤΟΥ ΠΙΕΣΤΗΡΙΟΥ: [852, 1514, 1433, 1569]
- article-body: Φέρομεν εἰς γνῶσιν τῆς πελατείας ἡμῶν, ὅτι ἡ μέχρι τῆς 30ῆς Σεπτεμβρίου ἐ. ἔ. ὑφισταμένη ὁμόρρυθμος ἑταιρεία κατεργασίας συγκροτοῦσα προσφύγων, ὑπὸ τὴν ἐπωνυμίαν Μ. Βαζματζῆς καὶ Γ. Καραγιάννης, διελύθη ἀπὸ 1ης Ὀκτωβρίου ἐ. ἔ. ἀναλαβόντων τῶν μελῶν αὐτῆς κ. κ. Μ. Βαζματζῆς καὶ Γ. Καραγιάννη. Συνεπῶς δὲ ὁ μὲν πρῶτος τὴν Ἐμπορικὴν Θεσσαλονίκης καὶ ὁ δεύτερος τὴν ἑταιρείαν.: [776, 1943, 1135, 2106]
